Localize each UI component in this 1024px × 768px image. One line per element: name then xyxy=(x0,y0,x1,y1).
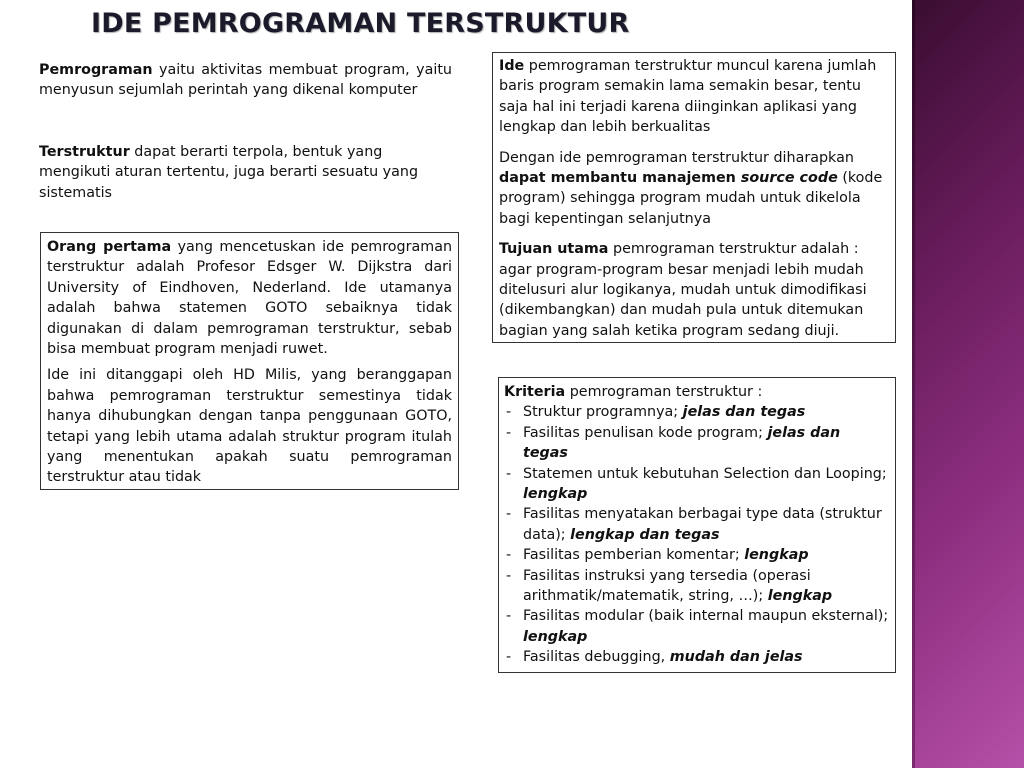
term-ide: Ide xyxy=(499,58,525,74)
term-tujuan-utama: Tujuan utama xyxy=(499,241,609,258)
criteria-item-text: Struktur programnya; xyxy=(523,404,683,421)
criteria-item-emphasis: lengkap xyxy=(767,588,833,605)
criteria-item-text: Statemen untuk kebutuhan Selection dan Looping; xyxy=(523,465,887,482)
criteria-item xyxy=(504,423,890,464)
criteria-item-emphasis: jelas dan tegas xyxy=(523,424,841,462)
criteria-item xyxy=(504,647,890,667)
term-terstruktur: Terstruktur xyxy=(39,144,130,160)
definition-pemrograman-text: yaitu aktivitas membuat program, yaitu menyusun sejumlah perintah yang dikenal komputer xyxy=(39,62,452,99)
criteria-item-text: Fasilitas menyatakan berbagai type data (struktur data); xyxy=(523,506,882,543)
criteria-item-emphasis: mudah dan jelas xyxy=(669,649,803,666)
decorative-sidebar xyxy=(912,0,1024,768)
criteria-item-emphasis: lengkap xyxy=(523,486,588,503)
criteria-item-text: Fasilitas debugging, xyxy=(523,649,670,666)
definition-terstruktur xyxy=(39,142,452,203)
criteria-item-text: Fasilitas instruksi yang tersedia (operasi arithmatik/matematik, string, …); xyxy=(523,567,811,605)
criteria-box xyxy=(498,377,896,673)
slide-title: IDE PEMROGRAMAN TERSTRUKTUR xyxy=(91,8,630,39)
criteria-item-emphasis: lengkap dan tegas xyxy=(570,526,720,543)
criteria-item-text: Fasilitas modular (baik internal maupun eksternal); xyxy=(523,608,889,625)
criteria-item-text: Fasilitas penulisan kode program; xyxy=(523,424,768,441)
criteria-intro: pemrograman terstruktur : xyxy=(565,384,763,400)
history-paragraph-2: Ide ini ditanggapi oleh HD Milis, yang beranggapan bahwa pemrograman terstruktur semestinya tidak hanya dihubungkan dengan tanpa penggunaan GOTO, tetapi yang lebih utama adalah struktur program itulah yang menentukan apakah suatu pemrograman terstruktur atau tidak xyxy=(47,367,452,486)
definition-pemrograman xyxy=(39,60,452,101)
history-paragraph-1-text: yang mencetuskan ide pemrograman terstruktur adalah Profesor Edsger W. Dijkstra dari University of Eindhoven, Nederland. Ide utamanya adalah bahwa statemen GOTO sebaiknya tidak digunakan di dalam pemrograman terstruktur, sebab bisa membuat program menjadi ruwet. xyxy=(47,239,453,358)
criteria-item-emphasis: lengkap xyxy=(523,628,588,645)
history-box xyxy=(40,232,459,490)
idea-paragraph-text: pemrograman terstruktur muncul karena jumlah baris program semakin lama semakin besar, tentu saja hal ini terjadi karena diinginkan aplikasi yang lengkap dan lebih berkualitas xyxy=(499,58,877,136)
definition-terstruktur-text: dapat berarti terpola, bentuk yang mengikuti aturan tertentu, juga berarti sesuatu yang sistematis xyxy=(39,144,419,201)
criteria-item-emphasis: jelas dan tegas xyxy=(682,404,806,421)
hope-paragraph xyxy=(499,148,889,230)
hope-bold-italic: source code xyxy=(740,170,838,187)
goal-paragraph-text: pemrograman terstruktur adalah : agar program-program besar menjadi lebih mudah ditelusuri alur logikanya, mudah untuk dimodifikasi (dikembangkan) dan mudah pula untuk ditemukan bagian yang salah ketika program sedang diuji. xyxy=(499,241,867,339)
hope-bold: dapat membantu manajemen xyxy=(499,170,741,187)
term-kriteria: Kriteria xyxy=(504,384,566,400)
criteria-list xyxy=(504,402,890,667)
term-pemrograman: Pemrograman xyxy=(39,62,153,78)
criteria-heading xyxy=(504,382,890,402)
idea-paragraph xyxy=(499,56,889,138)
term-orang-pertama: Orang pertama xyxy=(47,239,172,255)
goal-paragraph xyxy=(499,239,889,341)
idea-box xyxy=(492,52,896,343)
criteria-item xyxy=(504,606,890,647)
criteria-item xyxy=(504,464,890,505)
hope-text-2: (kode program) sehingga program mudah untuk dikelola bagi kepentingan selanjutnya xyxy=(499,170,883,227)
criteria-item xyxy=(504,504,890,545)
criteria-item xyxy=(504,566,890,607)
criteria-item-emphasis: lengkap xyxy=(744,547,809,564)
criteria-item xyxy=(504,402,890,422)
criteria-item xyxy=(504,545,890,565)
hope-text-1: Dengan ide pemrograman terstruktur diharapkan xyxy=(499,149,854,166)
history-paragraph-1 xyxy=(47,237,452,359)
criteria-item-text: Fasilitas pemberian komentar; xyxy=(523,547,745,564)
